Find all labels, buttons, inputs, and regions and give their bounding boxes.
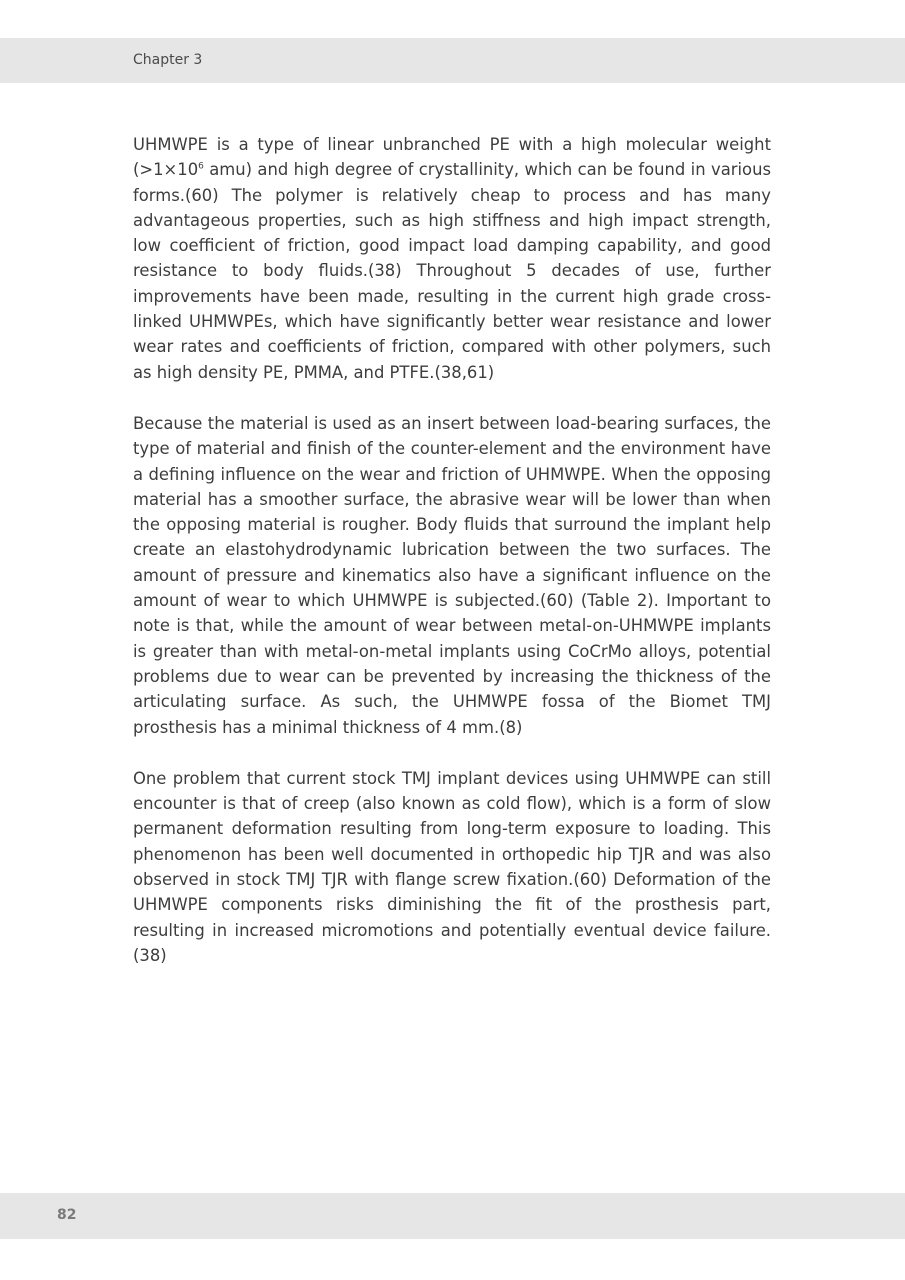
paragraph-3: One problem that current stock TMJ implant devices using UHMWPE can still encounter is that of creep (also known as cold flow), which is a form of slow permanent deformation resulting from long-term exposure to loading. This phenomenon has been well documented in orthopedic hip TJR and was also observed in stock TMJ TJR with flange screw fixation.(60) Deformation of the UHMWPE components risks diminishing the fit of the prosthesis part, resulting in increased micromotions and potentially eventual device failure.(38) [133, 768, 771, 965]
exponent: 6 [198, 161, 204, 172]
body-text [133, 132, 771, 994]
paragraph-2: Because the material is used as an insert between load-bearing surfaces, the type of material and finish of the counter-element and the environment have a defining influence on the wear and friction of UHMWPE. When the opposing material has a smoother surface, the abrasive wear will be lower than when the opposing material is rougher. Body fluids that surround the implant help create an elastohydrodynamic lubrication between the two surfaces. The amount of pressure and kinematics also have a significant influence on the amount of wear to which UHMWPE is subjected.(60) (Table 2). Important to note is that, while the amount of wear between metal-on-UHMWPE implants is greater than with metal-on-metal implants using CoCrMo alloys, potential problems due to wear can be prevented by increasing the thickness of the articulating surface. As such, the UHMWPE fossa of the Biomet TMJ prosthesis has a minimal thickness of 4 mm.(8) [133, 413, 771, 737]
page-number: 82 [57, 1207, 77, 1223]
paragraph-1-start: UHMWPE is a type of linear unbranched PE with a high molecular weight (>1×10 [133, 135, 771, 180]
chapter-label: Chapter 3 [133, 52, 203, 68]
page-footer [0, 1193, 905, 1239]
paragraph-1 [133, 132, 771, 385]
paragraph-1-rest: amu) and high degree of crystallinity, which can be found in various forms.(60) The polymer is relatively cheap to process and has many advantageous properties, such as high stiffness and high impact strength, low coefficient of friction, good impact load damping capability, and good resistance to body fluids.(38) Throughout 5 decades of use, further improvements have been made, resulting in the current high grade cross-linked UHMWPEs, which have significantly better wear resistance and lower wear rates and coefficients of friction, compared with other polymers, such as high density PE, PMMA, and PTFE.(38,61) [133, 160, 771, 382]
page-header [0, 38, 905, 83]
